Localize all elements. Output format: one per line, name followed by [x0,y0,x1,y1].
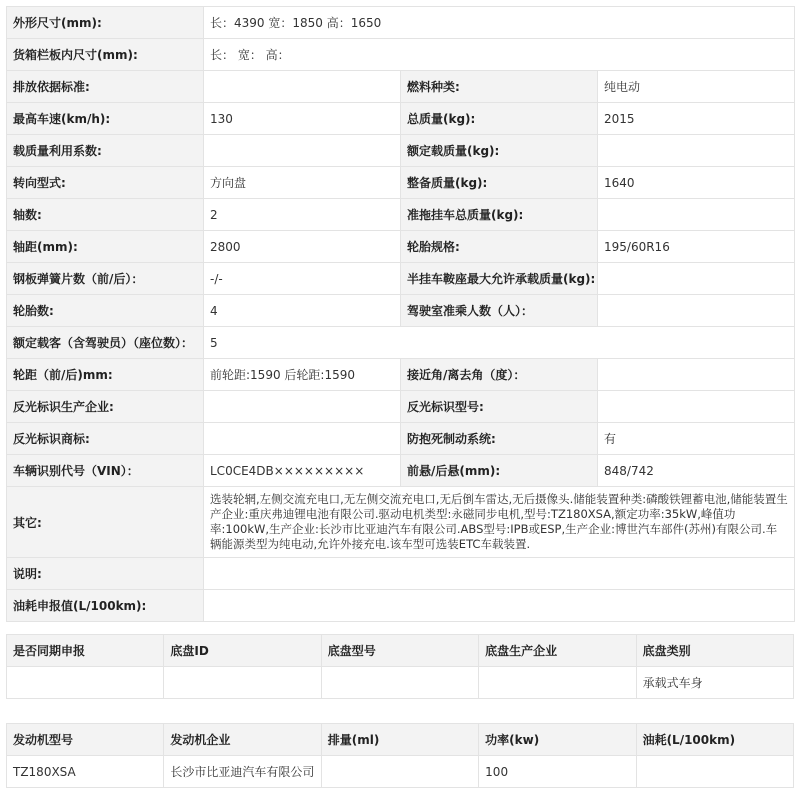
seats-label: 额定载客（含驾驶员）（座位数）： [7,327,204,359]
engine-cell: 长沙市比亚迪汽车有限公司 [164,756,321,788]
chassis-header-cell: 底盘生产企业 [479,635,636,667]
spec-row-axles-trailer [7,199,795,231]
saddle-value [598,263,795,295]
chassis-data-row [7,667,794,699]
engine-cell: TZ180XSA [7,756,164,788]
spec-row-vin-overhang [7,455,795,487]
steering-value: 方向盘 [204,167,401,199]
reflect-model-value [598,391,795,423]
fuel-report-label: 油耗申报值(L/100km): [7,590,204,622]
vin-value: LC0CE4DB××××××××× [204,455,401,487]
note-value [204,558,795,590]
chassis-header-row [7,635,794,667]
wheelbase-label: 轴距(mm): [7,231,204,263]
engine-cell [636,756,793,788]
spec-row-track-angle [7,359,795,391]
tire-label: 轮胎规格: [401,231,598,263]
spec-row-steering-curb [7,167,795,199]
chassis-cell [164,667,321,699]
spec-row-mark-abs [7,423,795,455]
emission-value [204,71,401,103]
angle-label: 接近角/离去角（度）： [401,359,598,391]
spec-row-emission-fuel [7,71,795,103]
spring-value: -/- [204,263,401,295]
angle-value [598,359,795,391]
track-label: 轮距（前/后)mm: [7,359,204,391]
chassis-header-cell: 底盘ID [164,635,321,667]
engine-header-cell: 油耗(L/100km) [636,724,793,756]
vin-label: 车辆识别代号（VIN）： [7,455,204,487]
chassis-cell [7,667,164,699]
engine-header-row [7,724,794,756]
cargo-value: 长： 宽： 高： [204,39,795,71]
trailer-label: 准拖挂车总质量(kg): [401,199,598,231]
spec-row-cargo [7,39,795,71]
reflect-model-label: 反光标识型号: [401,391,598,423]
engine-data-row [7,756,794,788]
axles-label: 轴数: [7,199,204,231]
spring-label: 钢板弹簧片数（前/后）： [7,263,204,295]
spec-row-speed-mass [7,103,795,135]
spec-row-reflect [7,391,795,423]
tire-value: 195/60R16 [598,231,795,263]
cargo-label: 货箱栏板内尺寸(mm): [7,39,204,71]
chassis-cell [321,667,478,699]
fuel-value: 纯电动 [598,71,795,103]
total-mass-label: 总质量(kg): [401,103,598,135]
reflect-mark-label: 反光标识商标: [7,423,204,455]
vehicle-spec-table [6,6,795,622]
engine-header-cell: 功率(kw) [479,724,636,756]
tires-value: 4 [204,295,401,327]
chassis-cell: 承载式车身 [636,667,793,699]
cab-label: 驾驶室准乘人数（人）： [401,295,598,327]
load-coef-label: 载质量利用系数: [7,135,204,167]
spec-row-note [7,558,795,590]
reflect-mark-value [204,423,401,455]
engine-header-cell: 发动机型号 [7,724,164,756]
abs-label: 防抱死制动系统: [401,423,598,455]
spec-row-wheelbase-tire [7,231,795,263]
wheelbase-value: 2800 [204,231,401,263]
chassis-header-cell: 是否同期申报 [7,635,164,667]
rated-load-label: 额定载质量(kg): [401,135,598,167]
total-mass-value: 2015 [598,103,795,135]
load-coef-value [204,135,401,167]
engine-header-cell: 发动机企业 [164,724,321,756]
track-value: 前轮距:1590 后轮距:1590 [204,359,401,391]
engine-table [6,723,794,788]
saddle-label: 半挂车鞍座最大允许承载质量(kg): [401,263,598,295]
axles-value: 2 [204,199,401,231]
spec-row-seats [7,327,795,359]
seats-value: 5 [204,327,795,359]
reflect-company-value [204,391,401,423]
emission-label: 排放依据标准: [7,71,204,103]
cab-value [598,295,795,327]
dims-label: 外形尺寸(mm): [7,7,204,39]
other-value: 选装轮辋,左侧交流充电口,无左侧交流充电口,无后倒车雷达,无后摄像头.储能装置种类:磷酸铁锂蓄电池,储能装置生产企业:重庆弗迪锂电池有限公司.驱动电机类型:永磁同步电机,型号:TZ180XSA,额定功率:35kW,峰值功率:100kW,生产企业:长沙市比亚迪汽车有限公司.ABS型号:IPB或ESP,生产企业:博世汽车部件(苏州)有限公司.车辆能源类型为纯电动,允许外接充电.该车型可选装ETC车载装置. [204,487,795,558]
note-label: 说明: [7,558,204,590]
abs-value: 有 [598,423,795,455]
fuel-label: 燃料种类: [401,71,598,103]
dims-value: 长：4390 宽：1850 高：1650 [204,7,795,39]
curb-value: 1640 [598,167,795,199]
spec-row-fuel-report [7,590,795,622]
speed-label: 最高车速(km/h): [7,103,204,135]
other-label: 其它: [7,487,204,558]
overhang-value: 848/742 [598,455,795,487]
chassis-table [6,634,794,699]
speed-value: 130 [204,103,401,135]
trailer-value [598,199,795,231]
tires-label: 轮胎数: [7,295,204,327]
rated-load-value [598,135,795,167]
reflect-company-label: 反光标识生产企业: [7,391,204,423]
chassis-cell [479,667,636,699]
spec-row-other [7,487,795,558]
chassis-header-cell: 底盘类别 [636,635,793,667]
spec-row-dims [7,7,795,39]
overhang-label: 前悬/后悬(mm): [401,455,598,487]
engine-header-cell: 排量(ml) [321,724,478,756]
spec-row-spring-saddle [7,263,795,295]
fuel-report-value [204,590,795,622]
engine-cell [321,756,478,788]
engine-cell: 100 [479,756,636,788]
steering-label: 转向型式: [7,167,204,199]
spec-row-load [7,135,795,167]
spec-row-tires-cab [7,295,795,327]
curb-label: 整备质量(kg): [401,167,598,199]
chassis-header-cell: 底盘型号 [321,635,478,667]
